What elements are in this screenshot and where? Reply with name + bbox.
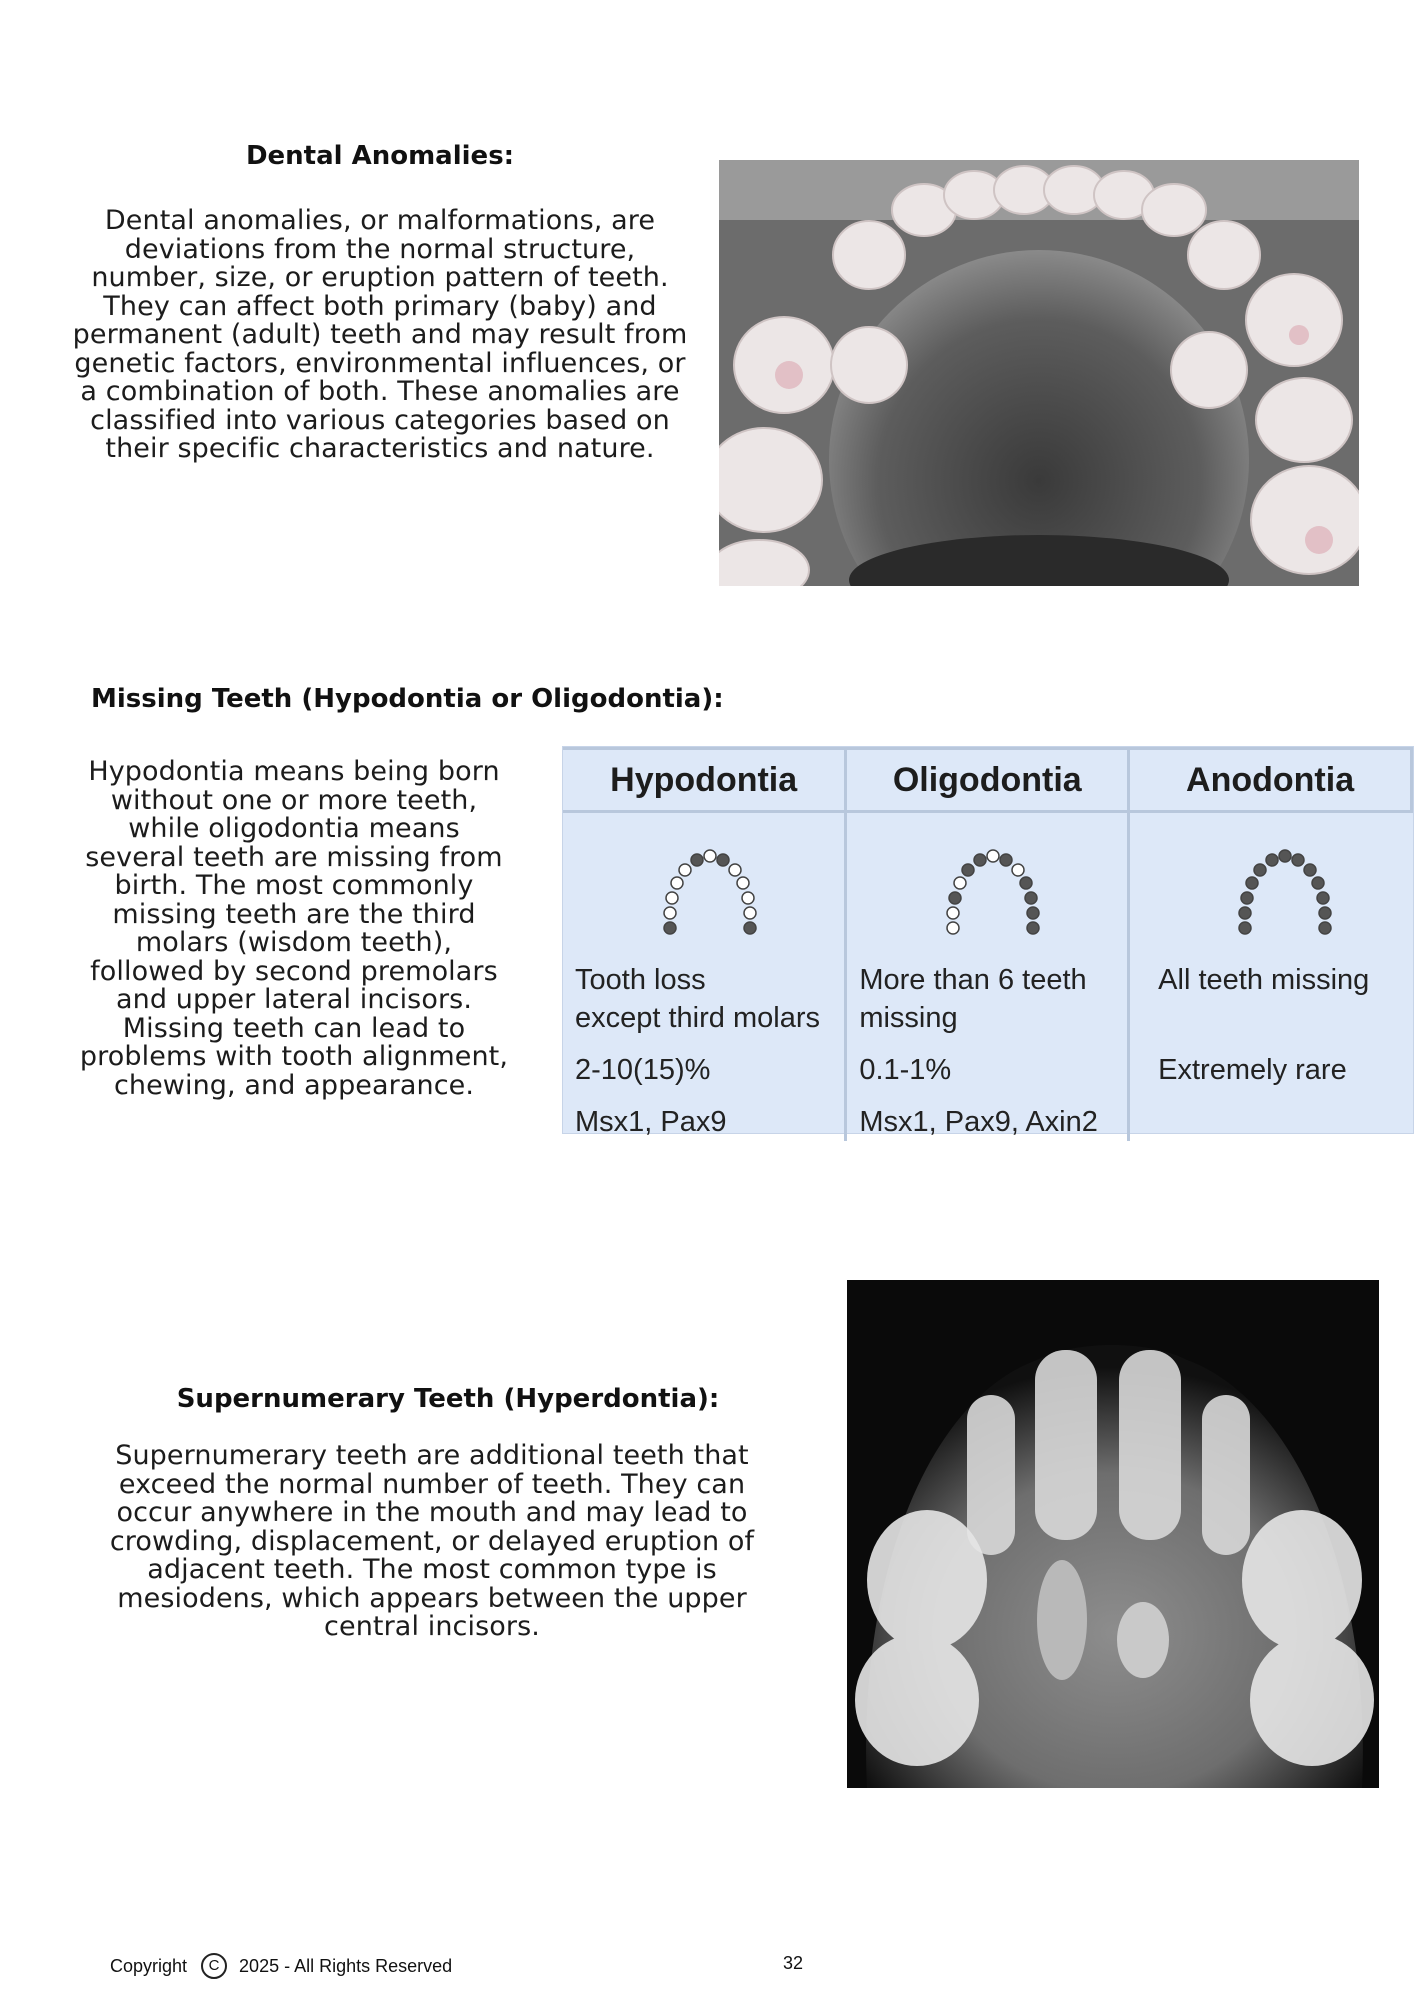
palate-photo (719, 160, 1359, 586)
copyright-icon: C (201, 1953, 227, 1979)
dental-anomalies-paragraph: Dental anomalies, or malformations, are deviations from the normal structure, number, size, or eruption pattern of teeth. They can affect both primary (baby) and permanent (adult) teeth and may result from genetic factors, environmental influences, or a combination of both. These anomalies are classified into various categories based on their specific characteristics and nature. (72, 205, 688, 464)
col-header-oligodontia: Oligodontia (846, 749, 1129, 812)
anodontia-desc-line-1: All teeth missing (1158, 964, 1370, 996)
copyright-rights: 2025 - All Rights Reserved (239, 1955, 453, 1976)
supernumerary-heading: Supernumerary Teeth (Hyperdontia): (176, 1384, 720, 1414)
tooth-agenesis-table (562, 746, 1414, 1138)
hypodontia-genes: Msx1, Pax9 (575, 1106, 727, 1138)
oligodontia-genes: Msx1, Pax9, Axin2 (859, 1106, 1098, 1138)
col-hypodontia (563, 812, 846, 1142)
hypodontia-desc-line-1: Tooth loss (575, 964, 706, 996)
dental-anomalies-heading: Dental Anomalies: (245, 141, 515, 171)
oligodontia-prevalence: 0.1-1% (859, 1054, 952, 1086)
col-header-anodontia: Anodontia (1129, 749, 1412, 812)
copyright-label: Copyright (110, 1955, 188, 1976)
col-oligodontia (846, 812, 1129, 1142)
hypodontia-arch-icon (655, 833, 765, 943)
anodontia-arch-icon (1230, 833, 1340, 943)
col-header-hypodontia: Hypodontia (563, 749, 846, 812)
oligodontia-desc-line-2: missing (859, 1002, 958, 1034)
oligodontia-desc-line-1: More than 6 teeth (859, 964, 1087, 996)
oligodontia-arch-icon (938, 833, 1048, 943)
supernumerary-xray-image (847, 1280, 1379, 1788)
hypodontia-desc-line-2: except third molars (575, 1002, 820, 1034)
supernumerary-paragraph: Supernumerary teeth are additional teeth that exceed the normal number of teeth. They can occur anywhere in the mouth and may lead to crowding, displacement, or delayed eruption of adjacent teeth. The most common type is mesiodens, which appears between the upper central incisors. (109, 1440, 755, 1642)
hypodontia-prevalence: 2-10(15)% (575, 1054, 711, 1086)
missing-teeth-heading: Missing Teeth (Hypodontia or Oligodontia): (91, 684, 724, 714)
missing-teeth-paragraph: Hypodontia means being born without one or more teeth, while oligodontia means several teeth are missing from birth. The most commonly missing teeth are the third molars (wisdom teeth), followed by second premolars and upper lateral incisors. Missing teeth can lead to problems with tooth alignment, chewing, and appearance. (79, 756, 509, 1101)
page-number: 32 (783, 1953, 804, 1973)
col-anodontia (1129, 812, 1412, 1142)
footer-copyright (110, 1953, 452, 1979)
anodontia-prevalence: Extremely rare (1158, 1054, 1347, 1086)
anodontia-desc-line-2 (1158, 999, 1411, 1037)
